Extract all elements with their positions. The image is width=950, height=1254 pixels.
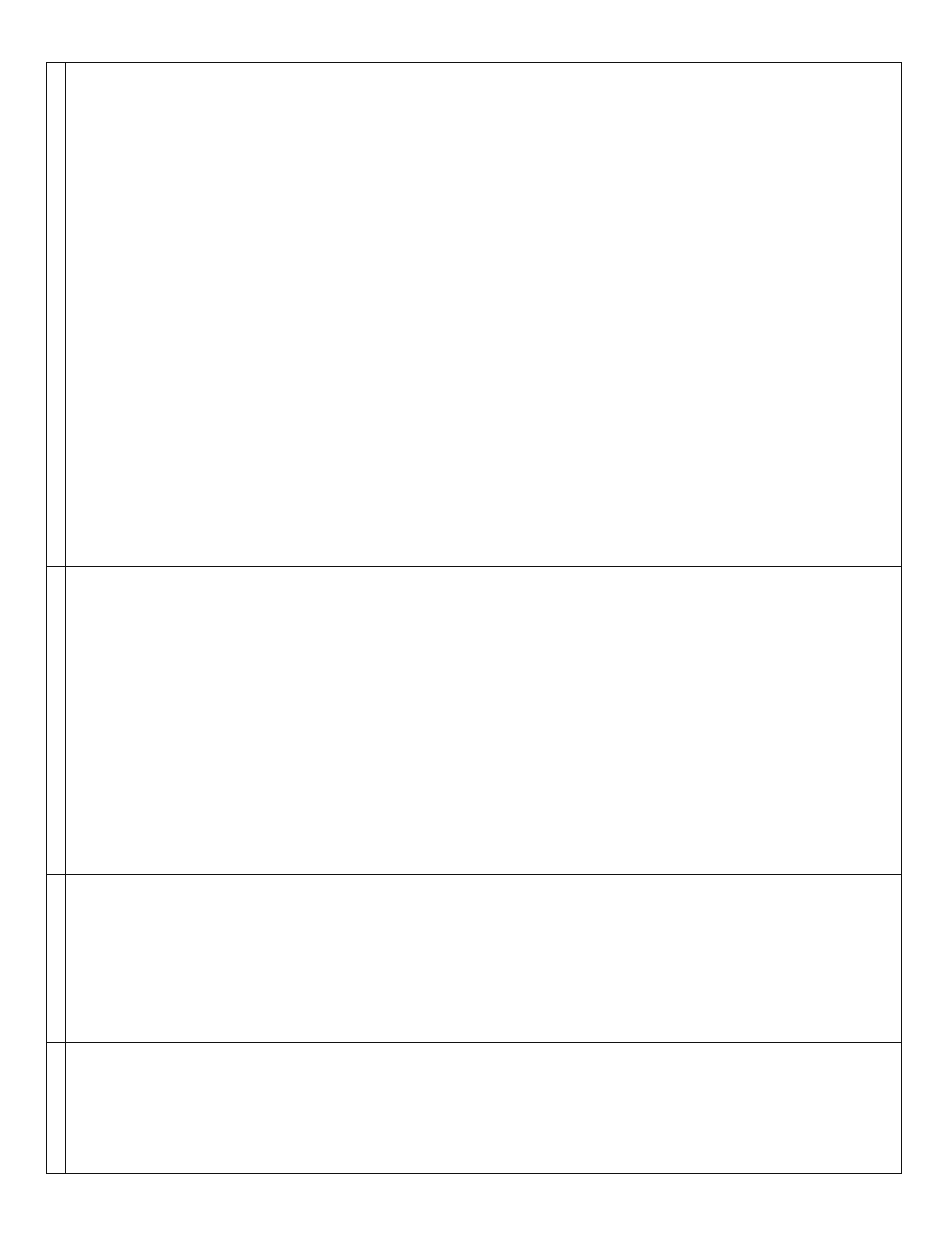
table-header — [47, 63, 66, 1173]
checklist-table — [46, 62, 902, 1174]
column-divider — [47, 1042, 901, 1043]
column-divider — [47, 874, 901, 875]
column-divider — [47, 566, 901, 567]
